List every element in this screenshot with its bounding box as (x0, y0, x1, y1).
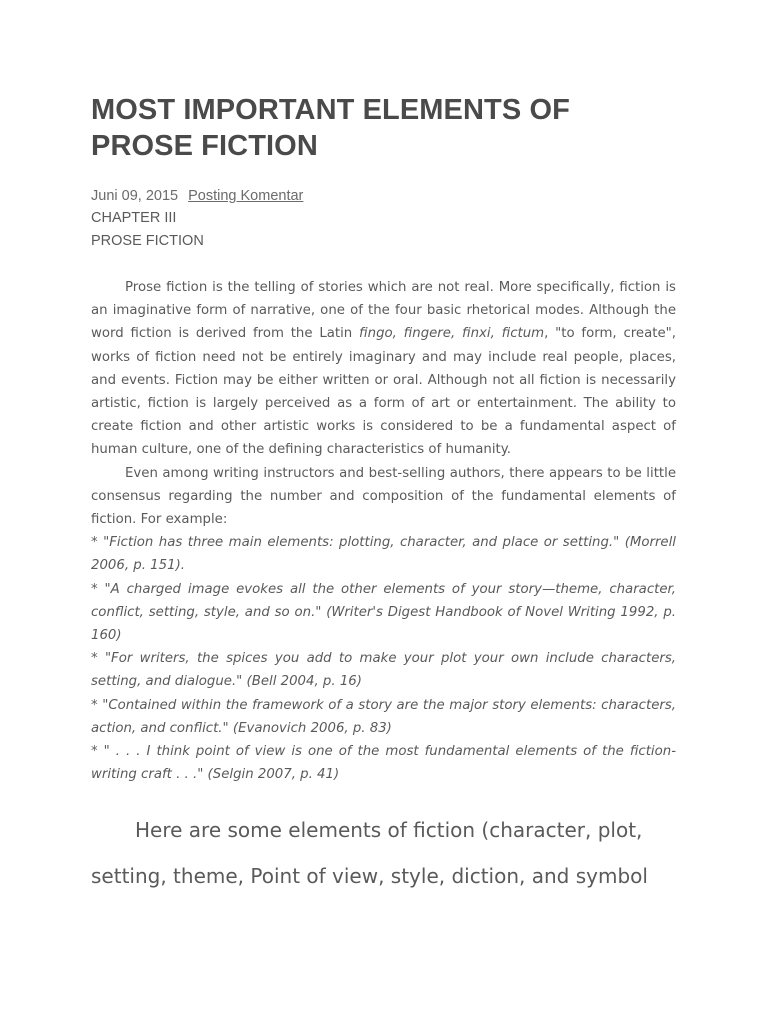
post-title-line-2: PROSE FICTION (91, 130, 318, 162)
quote-item: * "A charged image evokes all the other elements of your story—theme, character, conflict, setting, style, and so on." (Writer's Digest Handbook of Novel Writing 1992, p. 160) (91, 581, 676, 644)
paragraph-intro (91, 276, 676, 462)
elements-intro-line-1: Here are some elements of fiction (character, plot, (135, 818, 643, 843)
elements-intro-line-2: setting, theme, Point of view, style, diction, and symbol (91, 864, 648, 889)
post-meta (91, 185, 676, 207)
quote-item: * "For writers, the spices you add to make your plot your own include characters, setting, and dialogue." (Bell 2004, p. 16) (91, 651, 676, 690)
paragraph-consensus: Even among writing instructors and best-selling authors, there appears to be little consensus regarding the number and composition of the fundamental elements of fiction. For example: (91, 465, 676, 528)
paragraph-intro-text-2: , "to form, create", works of fiction need not be entirely imaginary and may include real people, places, and events. Fiction may be either written or oral. Although not all fiction is necessarily artistic, fiction is largely perceived as a form of art or entertainment. The ability to create fiction and other artistic works is considered to be a fundamental aspect of human culture, one of the defining characteristics of humanity. (91, 326, 676, 458)
elements-intro (91, 807, 676, 899)
post-comment-link[interactable]: Posting Komentar (188, 188, 304, 204)
paragraph-intro-text-1: Prose fiction is the telling of stories which are not real. More specifically, fiction is an imaginative form of narrative, one of the four basic rhetorical modes. Although the word fiction is derived from the Latin (91, 280, 676, 342)
post-body (91, 276, 676, 786)
post-title-line-1: MOST IMPORTANT ELEMENTS OF (91, 94, 570, 126)
blog-post (91, 92, 676, 899)
quote-item: * "Contained within the framework of a story are the major story elements: characters, action, and conflict." (Evanovich 2006, p. 83) (91, 697, 676, 736)
post-title (91, 92, 676, 164)
post-date: Juni 09, 2015 (91, 188, 179, 204)
section-label: PROSE FICTION (91, 233, 204, 249)
quote-item: * " . . . I think point of view is one of the most fundamental elements of the fiction-writing craft . . ." (Selgin 2007, p. 41) (91, 744, 676, 783)
latin-term: fingo, fingere, finxi, fictum (359, 326, 545, 342)
chapter-label: CHAPTER III (91, 210, 177, 226)
quote-item: * "Fiction has three main elements: plotting, character, and place or setting." (Morrell 2006, p. 151). (91, 535, 676, 574)
